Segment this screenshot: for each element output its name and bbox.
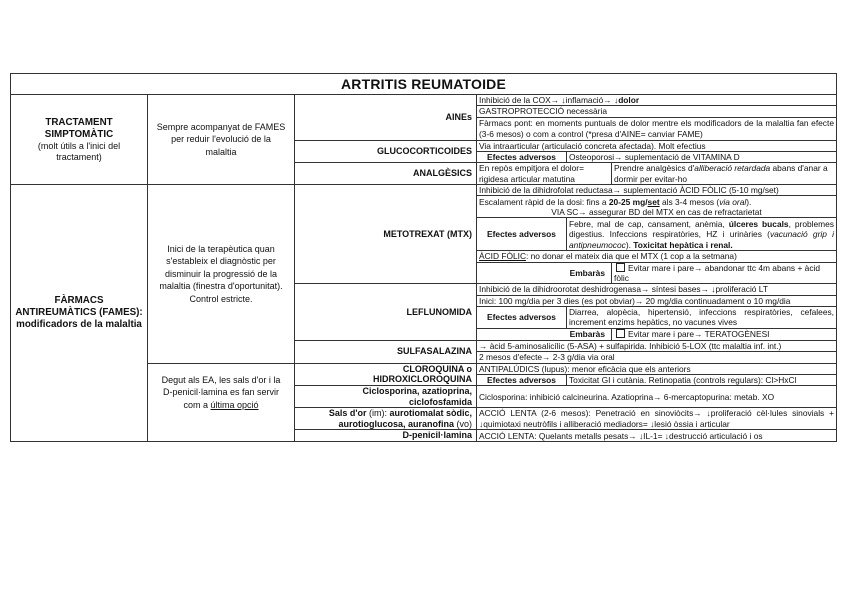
page-title: ARTRITIS REUMATOIDE (11, 74, 837, 95)
drug-metotrexat: METOTREXAT (MTX) (295, 185, 477, 284)
dpen-mechanism: ACCIÓ LENTA: Quelants metalls pesats→ ↓IL-1= ↓destrucció articulació i os (477, 430, 837, 442)
section-symptomatic-desc: Sempre acompanyat de FAMES per reduir l'evolució de la malaltia (148, 95, 295, 185)
mtx-ae-label: Efectes adversos (477, 218, 567, 251)
gluco-ae-label: Efectes adversos (477, 151, 567, 162)
lef-pregnancy-label: Embaràs (477, 328, 612, 340)
drug-leflunomida: LEFLUNOMIDA (295, 284, 477, 341)
section-fames-last-option: Degut als EA, les sals d'or i la D-penicil·lamina es fan servir com a última opció (148, 363, 295, 442)
drug-aines: AINEs (295, 95, 477, 141)
arthritis-table (10, 73, 837, 442)
drug-sulfasalazina: SULFASALAZINA (295, 340, 477, 363)
cloro-ae: Toxicitat GI i cutània. Retinopatia (controls regulars): Cl>HxCl (567, 374, 837, 385)
section-fames (11, 185, 148, 442)
section-symptomatic-title: TRACTAMENT SIMPTOMÀTIC (44, 116, 114, 140)
mtx-mechanism: Inhibició de la dihidrofolat reductasa→ suplementació ÀCID FÒLIC (5-10 mg/set) (477, 185, 837, 196)
drug-sals-or: Sals d'or (im): aurotiomalat sòdic, aurotioglucosa, auranofina (vo) (295, 408, 477, 430)
aines-mechanism: Inhibició de la COX→ ↓inflamació→ ↓dolor (477, 95, 837, 106)
drug-cloroquina: CLOROQUINA o HIDROXICLOROQUINA (295, 363, 477, 386)
mtx-pregnancy-label: Embaràs (477, 262, 612, 284)
drug-glucocorticoides: GLUCOCORTICOIDES (295, 140, 477, 163)
lef-ae-label: Efectes adversos (477, 306, 567, 328)
checkbox-icon (616, 329, 625, 338)
ciclo-mechanism: Ciclosporina: inhibició calcineurina. Azatioprina→ 6-mercaptopurina: metab. XO (477, 386, 837, 408)
drug-d-penicillamina: D-penicil·lamina (295, 430, 477, 442)
analgesics-left: En repòs empitjora el dolor= rigidesa articular matutina (477, 163, 612, 185)
lef-ae: Diarrea, alopècia, hipertensió, infeccions respiratòries, cefalees, increment enzims hepàtics, no vacunes vives (567, 306, 837, 328)
lef-pregnancy: Evitar mare i pare→ TERATOGÈNESI (612, 328, 837, 340)
mtx-folic: ÀCID FÒLIC: no donar el mateix dia que el MTX (1 cop a la setmana) (477, 251, 837, 262)
sulfa-dose: 2 mesos d'efecte→ 2-3 g/dia via oral (477, 352, 837, 363)
checkbox-icon (616, 263, 625, 272)
gluco-route: Via intraarticular (articulació concreta afectada). Molt efectius (477, 140, 837, 151)
aines-bridge: Fàrmacs pont: en moments puntuals de dolor mentre els modificadors de la malaltia fan efecte (3-6 mesos) o com a control (*presa d'AINE= canviar FAME) (477, 117, 837, 140)
lef-dose: Inici: 100 mg/dia per 3 dies (es pot obviar)→ 20 mg/dia continuadament o 10 mg/dia (477, 295, 837, 306)
mtx-dose: Escalament ràpid de la dosi: fins a 20-25 mg/set als 3-4 mesos (via oral). VIA SC→ assegurar BD del MTX en cas de refractarietat (477, 196, 837, 218)
section-symptomatic (11, 95, 148, 185)
drug-ciclosporina: Ciclosporina, azatioprina, ciclofosfamida (295, 386, 477, 408)
document-sheet (10, 73, 836, 442)
sals-mechanism: ACCIÓ LENTA (2-6 mesos): Penetració en sinoviòcits→ ↓proliferació cèl·lules sinovials + ↓quimiotaxi neutròfils i alliberació mediadors= ↓lesió òssia i articular (477, 408, 837, 430)
mtx-ae: Febre, mal de cap, cansament, anèmia, úlceres bucals, problemes digestius. Infeccions respiratòries, HZ i urinàries (vacunació grip i antipneumococ). Toxicitat hepàtica i renal. (567, 218, 837, 251)
gluco-ae: Osteoporosi→ suplementació de VITAMINA D (567, 151, 837, 162)
mtx-pregnancy: Evitar mare i pare→ abandonar ttc 4m abans + àcid fòlic (612, 262, 837, 284)
section-fames-desc: Inici de la terapèutica quan s'estableix el diagnòstic per disminuir la progressió de la malaltia (finestra d'oportunitat). Control estricte. (148, 185, 295, 363)
section-symptomatic-subtitle: (molt útils a l'inici del tractament) (37, 140, 121, 162)
aines-gastro: GASTROPROTECCIÓ necessària (477, 106, 837, 117)
sulfa-mechanism: → àcid 5-aminosalicílic (5-ASA) + sulfapirida. Inhibició 5-LOX (ttc malaltia inf. int.) (477, 340, 837, 351)
cloro-ae-label: Efectes adversos (477, 374, 567, 385)
cloro-class: ANTIPALÚDICS (lupus): menor eficàcia que els anteriors (477, 363, 837, 374)
section-fames-title: FÀRMACS ANTIREUMÀTICS (FAMES): modificadors de la malaltia (15, 295, 143, 331)
lef-mechanism: Inhibició de la dihidroorotat deshidrogenasa→ síntesi bases→ ↓proliferació LT (477, 284, 837, 295)
drug-analgesics: ANALGÈSICS (295, 163, 477, 185)
analgesics-right: Prendre analgèsics d'alliberació retardada abans d'anar a dormir per evitar-ho (612, 163, 837, 185)
